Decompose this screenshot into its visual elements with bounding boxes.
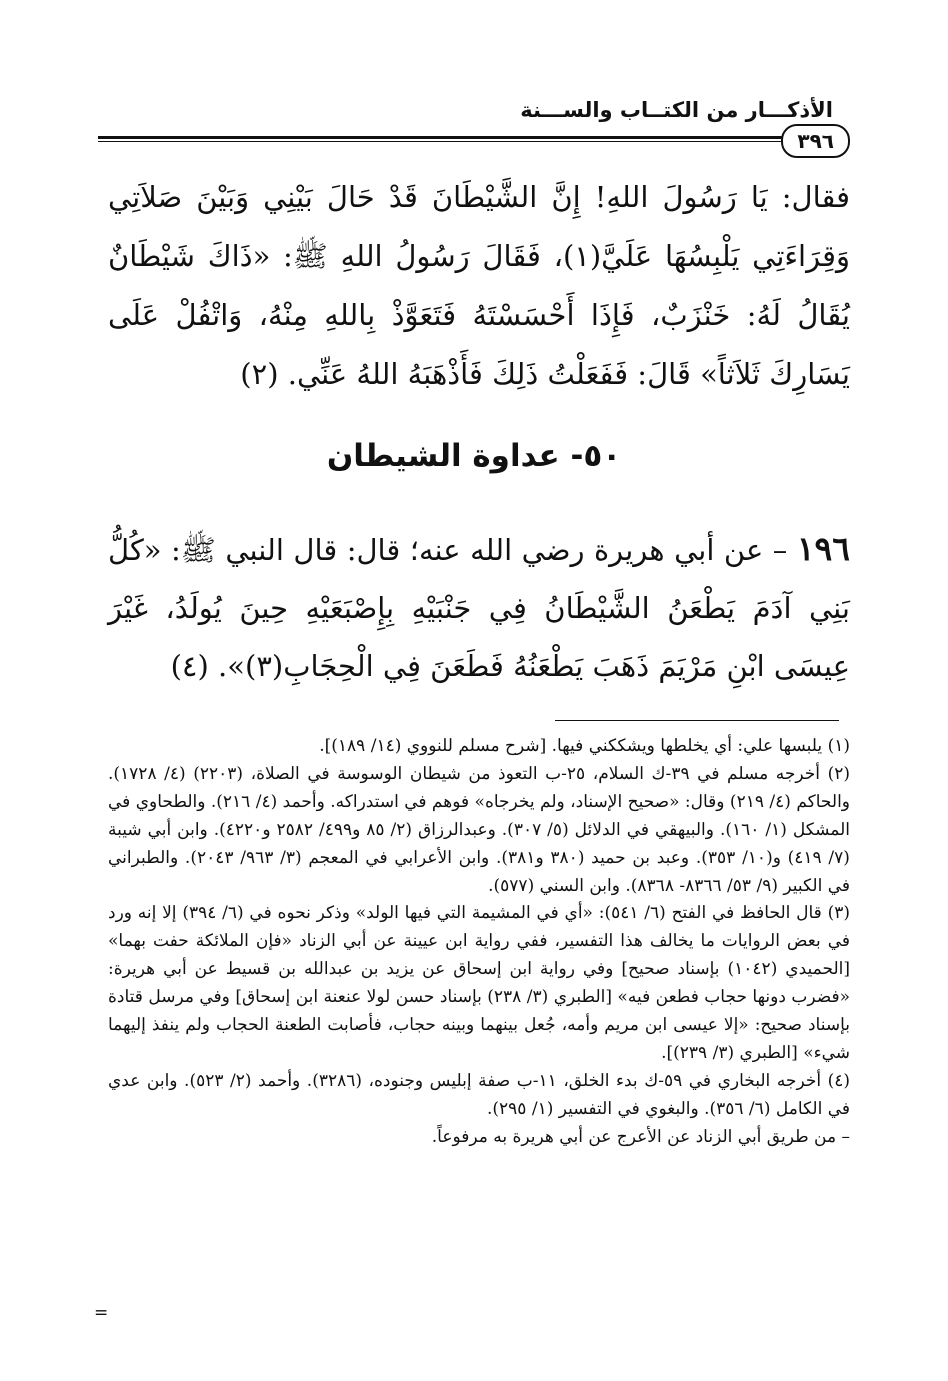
footnote-3: (٣) قال الحافظ في الفتح (٦/ ٥٤١): «أي في المشيمة التي فيها الولد» وذكر نحوه في (٦/ ٣٩٤) إلا إنه ورد في بعض الروايات ما يخالف هذا التفسير، ففي رواية ابن عيينة عن أبي الزناد «فإن الملائكة حفت بهما» [الحميدي (١٠٤٢) بإسناد صحيح] وفي رواية ابن إسحاق عن يزيد بن عبدالله بن قسيط عن أبي هريرة: «فضرب دونها حجاب فطعن فيه» [الطبري (٣/ ٢٣٨) بإسناد حسن لولا عنعنة ابن إسحاق] وفي مرسل قتادة بإسناد صحيح: «إلا عيسى ابن مريم وأمه، جُعل بينهما وبينه حجاب، فأصابت الطعنة الحجاب ولم ينفذ إليهما شيء» [الطبري (٣/ ٢٣٩)]. bbox=[108, 903, 850, 1063]
page-number: ٣٩٦ bbox=[781, 124, 850, 158]
footnote-1: (١) يلبسها علي: أي يخلطها ويشككني فيها. [شرح مسلم للنووي (١٤/ ١٨٩)]. bbox=[319, 736, 850, 756]
hadith-text: – عن أبي هريرة رضي الله عنه؛ قال: قال النبي ﷺ: «كُلُّ بَنِي آدَمَ يَطْعَنُ الشَّيْطَانُ فِي جَنْبَيْهِ بِإِصْبَعَيْهِ حِينَ يُولَدُ، غَيْرَ عِيسَى ابْنِ مَرْيَمَ ذَهَبَ يَطْعَنُهُ فَطَعَنَ فِي الْحِجَابِ(٣)». (٤) bbox=[108, 533, 850, 683]
hadith-number: ١٩٦ bbox=[796, 529, 851, 568]
footnotes bbox=[108, 733, 850, 1152]
footnote-2: (٢) أخرجه مسلم في ٣٩-ك السلام، ٢٥-ب التعوذ من شيطان الوسوسة في الصلاة، (٢٢٠٣) (٤/ ١٧٢٨). والحاكم (٤/ ٢١٩) وقال: «صحيح الإسناد، ولم يخرجاه» فوهم في استدراكه. وأحمد (٤/ ٢١٦). والطحاوي في المشكل (١/ ١٦٠). والبيهقي في الدلائل (٥/ ٣٠٧). وعبدالرزاق (٢/ ٨٥ و٤٩٩/ ٢٥٨٢ و٤٢٢٠). وابن أبي شيبة (٧/ ٤١٩) و(١٠/ ٣٥٣). وعبد بن حميد (٣٨٠ و٣٨١). وابن الأعرابي في المعجم (٣/ ٩٦٣/ ٢٠٤٣). والطبراني في الكبير (٩/ ٥٣/ ٨٣٦٦- ٨٣٦٨). وابن السني (٥٧٧). bbox=[108, 763, 851, 896]
continuation-mark: = bbox=[94, 1303, 109, 1323]
hadith-196 bbox=[108, 520, 850, 695]
hadith-tail-text: فقال: يَا رَسُولَ اللهِ! إِنَّ الشَّيْطَانَ قَدْ حَالَ بَيْنِي وَبَيْنَ صَلاَتِي وَقِرَاءَتِي يَلْبِسُهَا عَلَيَّ(١)، فَقَالَ رَسُولُ اللهِ ﷺ: «ذَاكَ شَيْطَانٌ يُقَالُ لَهُ: خَنْزَبٌ، فَإِذَا أَحْسَسْتَهُ فَتَعَوَّذْ بِاللهِ مِنْهُ، وَاتْفُلْ عَلَى يَسَارِكَ ثَلاَثاً» قَالَ: فَفَعَلْتُ ذَلِكَ فَأَذْهَبَهُ اللهُ عَنِّي. (٢) bbox=[108, 180, 850, 391]
chapter-heading: ٥٠- عداوة الشيطان bbox=[326, 438, 622, 474]
footnote-4: (٤) أخرجه البخاري في ٥٩-ك بدء الخلق، ١١-ب صفة إبليس وجنوده، (٣٢٨٦). وأحمد (٢/ ٥٢٣). وابن عدي في الكامل (٦/ ٣٥٦). والبغوي في التفسير (١/ ٢٩٥). bbox=[108, 1070, 850, 1119]
header-rule bbox=[98, 136, 820, 142]
footnote-4-continuation: – من طريق أبي الزناد عن الأعرج عن أبي هريرة به مرفوعاً. bbox=[431, 1126, 850, 1147]
running-title: الأذكـــار من الكتــاب والســـنة bbox=[520, 98, 833, 122]
footnote-divider bbox=[555, 720, 839, 721]
